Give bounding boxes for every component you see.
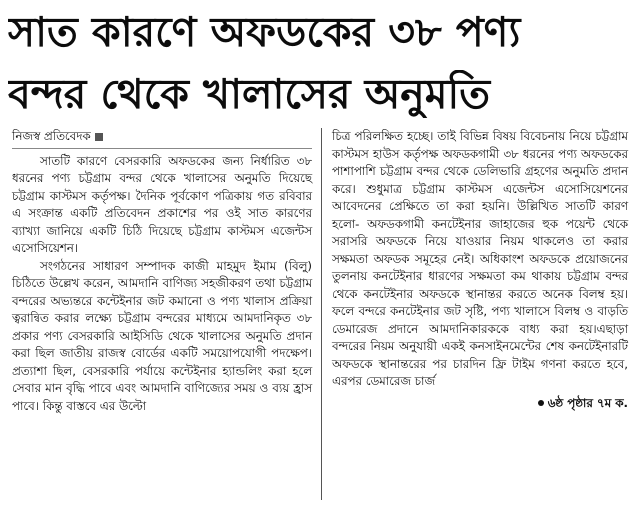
left-paragraph-1: সাতটি কারণে বেসরকারি অফডকের জন্য নির্ধারিত ৩৮ ধরনের পণ্য চট্টগ্রাম বন্দর থেকে খালাসের অনুমতি দিয়েছে চট্টগ্রাম কাস্টমস কর্তৃপক্ষ। দৈনিক পূর্বকোণ পত্রিকায় গত রবিবার এ সংক্রান্ত একটি প্রতিবেদন প্রকাশের পর ওই সাত কারণের ব্যাখ্যা জানিয়ে একটি চিঠি দিয়েছে চট্টগ্রাম কাস্টমস এজেন্টস এসোসিয়েশন। [12, 153, 312, 255]
article-column-right [332, 128, 628, 412]
bullet-icon [538, 400, 544, 406]
column-divider [321, 128, 322, 500]
byline-square-icon [95, 133, 103, 141]
article-column-left [12, 128, 312, 415]
continued-text: ৬ষ্ঠ পৃষ্ঠার ৭ম ক. [547, 395, 628, 410]
left-paragraph-2: সংগঠনের সাধারণ সম্পাদক কাজী মাহমুদ ইমাম (বিলু) চিঠিতে উল্লেখ করেন, আমদানি বাণিজ্য সহজীকরণ তথা চট্টগ্রাম বন্দরের অভ্যন্তরে কন্টেইনার জট কমানো ও পণ্য খালাস প্রক্রিয়া ত্বরান্বিত করার লক্ষ্যে চট্টগ্রাম বন্দরের মাধ্যমে আমদানিকৃত ৩৮ প্রকার পণ্য বেসরকারি আইসিডি থেকে খালাসের অনুমতি প্রদান করা ছিল জাতীয় রাজস্ব বোর্ডের একটি সময়োপযোগী পদক্ষেপ। প্রত্যাশা ছিল, বেসরকারি পর্যায়ে কন্টেইনার হ্যান্ডলিং করা হলে সেবার মান বৃদ্ধি পাবে এবং আমদানি বাণিজ্যের সময় ও ব্যয় হ্রাস পাবে। কিন্তু বাস্তবে এর উল্টো [12, 258, 312, 413]
continued-on-page [332, 395, 628, 413]
byline-text: নিজস্ব প্রতিবেদক [12, 129, 91, 143]
right-paragraph-1: চিত্র পরিলক্ষিত হচ্ছে। তাই বিভিন্ন বিষয় বিবেচনায় নিয়ে চট্টগ্রাম কাস্টমস হাউস কর্তৃপক্ষ অফডকগামী ৩৮ ধরনের পণ্য অফডকের পাশাপাশি চট্টগ্রাম বন্দর থেকে ডেলিভারি গ্রহণের অনুমতি প্রদান করে। শুধুমাত্র চট্টগ্রাম কাস্টমস এজেন্টস এসোসিয়েশনের আবেদনের প্রেক্ষিতে তা করা হয়নি। উল্লিখিত সাতটি কারণ হলো- অফডকগামী কনটেইনার জাহাজের হুক পয়েন্ট থেকে সরাসরি অফডকে নিয়ে যাওয়ার নিয়ম থাকলেও তা করার সক্ষমতা অফডক সমূহের নেই। অধিকাংশ অফডকে প্রয়োজনের তুলনায় কনটেইনার ধারণের সক্ষমতা কম থাকায় চট্টগ্রাম বন্দর থেকে কনটেইনার অফডকে স্থানান্তর করতে অনেক বিলম্ব হয়। ফলে বন্দরে কনটেইনার জট সৃষ্টি, পণ্য খালাসে বিলম্ব ও বাড়তি ডেমারেজ প্রদানে আমদানিকারককে বাধ্য করা হয়।এছাড়া বন্দরের নিয়ম অনুযায়ী একই কনসাইনমেন্টের শেষ কনটেইনারটি অফডকে স্থানান্তরের পর চারদিন ফ্রি টাইম গণনা করতে হবে, এরপর ডেমারেজ চার্জ [332, 129, 628, 388]
headline-line-2: বন্দর থেকে খালাসের অনুমতি [8, 70, 491, 118]
byline [12, 128, 312, 146]
byline-rule [12, 148, 312, 149]
headline-line-1: সাত কারণে অফডকের ৩৮ পণ্য [8, 8, 521, 56]
